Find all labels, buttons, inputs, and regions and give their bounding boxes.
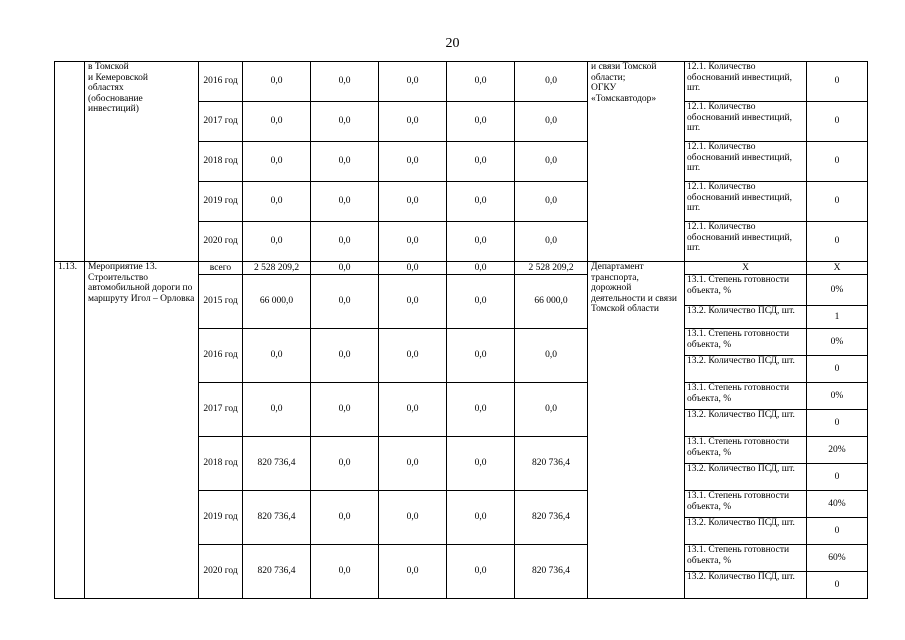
value-cell: 0,0 — [243, 182, 311, 222]
indicator-cell: 13.1. Степень готовности объекта, % — [685, 383, 807, 410]
indicator-cell: 12.1. Количество обоснований инвестиций, шт. — [685, 182, 807, 222]
target-value-cell: 0% — [807, 383, 868, 410]
measure-number: 1.13. — [55, 262, 85, 599]
indicator-cell: 12.1. Количество обоснований инвестиций, шт. — [685, 142, 807, 182]
value-cell: 820 736,4 — [243, 491, 311, 545]
value-cell: 0,0 — [515, 329, 588, 383]
indicator-cell: 12.1. Количество обоснований инвестиций, шт. — [685, 222, 807, 262]
value-cell: 0,0 — [243, 102, 311, 142]
value-cell: 0,0 — [379, 62, 447, 102]
value-cell: 0,0 — [447, 62, 515, 102]
indicator-cell: 12.1. Количество обоснований инвестиций, шт. — [685, 62, 807, 102]
table-row — [55, 262, 868, 275]
value-cell: 0,0 — [311, 182, 379, 222]
value-cell: 0,0 — [311, 491, 379, 545]
value-cell: 0,0 — [515, 102, 588, 142]
value-cell: 0,0 — [311, 437, 379, 491]
value-cell: 0,0 — [243, 62, 311, 102]
value-cell: 0,0 — [515, 383, 588, 437]
target-value-cell: 0 — [807, 222, 868, 262]
target-value-cell: 0% — [807, 275, 868, 306]
value-cell: 0,0 — [379, 275, 447, 329]
value-cell: 0,0 — [447, 545, 515, 599]
value-cell: 820 736,4 — [515, 491, 588, 545]
indicator-cell: Х — [685, 262, 807, 275]
target-value-cell: 0 — [807, 142, 868, 182]
value-cell: 0,0 — [515, 62, 588, 102]
value-cell: 0,0 — [515, 222, 588, 262]
year-cell: 2018 год — [199, 437, 243, 491]
value-cell: 0,0 — [515, 142, 588, 182]
indicator-cell: 13.2. Количество ПСД, шт. — [685, 410, 807, 437]
value-cell: 0,0 — [243, 222, 311, 262]
number-cell-empty — [55, 62, 85, 262]
value-cell: 2 528 209,2 — [243, 262, 311, 275]
value-cell: 820 736,4 — [243, 545, 311, 599]
value-cell: 0,0 — [379, 383, 447, 437]
year-cell: 2017 год — [199, 102, 243, 142]
page-number: 20 — [445, 36, 460, 51]
value-cell: 0,0 — [379, 329, 447, 383]
value-cell: 0,0 — [515, 182, 588, 222]
value-cell: 0,0 — [311, 222, 379, 262]
value-cell: 0,0 — [243, 142, 311, 182]
year-cell: 2018 год — [199, 142, 243, 182]
value-cell: 0,0 — [311, 262, 379, 275]
indicator-cell: 13.2. Количество ПСД, шт. — [685, 464, 807, 491]
target-value-cell: 0 — [807, 356, 868, 383]
indicator-cell: 13.2. Количество ПСД, шт. — [685, 572, 807, 599]
year-cell: 2020 год — [199, 222, 243, 262]
value-cell: 0,0 — [311, 102, 379, 142]
value-cell: 0,0 — [243, 383, 311, 437]
value-cell: 0,0 — [379, 142, 447, 182]
target-value-cell: 0 — [807, 182, 868, 222]
value-cell: 2 528 209,2 — [515, 262, 588, 275]
value-cell: 0,0 — [311, 383, 379, 437]
year-cell: 2017 год — [199, 383, 243, 437]
year-cell: 2015 год — [199, 275, 243, 329]
target-value-cell: 0 — [807, 572, 868, 599]
value-cell: 0,0 — [311, 545, 379, 599]
value-cell: 0,0 — [379, 182, 447, 222]
target-value-cell: 0 — [807, 62, 868, 102]
value-cell: 66 000,0 — [243, 275, 311, 329]
indicator-cell: 13.1. Степень готовности объекта, % — [685, 437, 807, 464]
value-cell: 0,0 — [447, 275, 515, 329]
total-label: всего — [199, 262, 243, 275]
value-cell: 66 000,0 — [515, 275, 588, 329]
value-cell: 0,0 — [379, 491, 447, 545]
value-cell: 0,0 — [447, 142, 515, 182]
target-value-cell: 0 — [807, 102, 868, 142]
value-cell: 0,0 — [311, 275, 379, 329]
target-value-cell: 0% — [807, 329, 868, 356]
target-value-cell: 1 — [807, 306, 868, 329]
value-cell: 0,0 — [447, 222, 515, 262]
year-cell: 2020 год — [199, 545, 243, 599]
value-cell: 0,0 — [379, 545, 447, 599]
value-cell: 0,0 — [447, 383, 515, 437]
value-cell: 0,0 — [243, 329, 311, 383]
responsible-cell: Департамент транспорта, дорожной деятельности и связи Томской области — [588, 262, 685, 599]
value-cell: 0,0 — [447, 182, 515, 222]
indicator-cell: 12.1. Количество обоснований инвестиций, шт. — [685, 102, 807, 142]
program-measures-table — [54, 61, 868, 599]
target-value-cell: 0 — [807, 410, 868, 437]
value-cell: 0,0 — [379, 102, 447, 142]
indicator-cell: 13.2. Количество ПСД, шт. — [685, 518, 807, 545]
table-row — [55, 62, 868, 102]
target-value-cell: 0 — [807, 518, 868, 545]
responsible-cont: и связи Томской области; ОГКУ «Томскавтодор» — [588, 62, 685, 262]
value-cell: 0,0 — [311, 142, 379, 182]
target-value-cell: 20% — [807, 437, 868, 464]
value-cell: 0,0 — [311, 62, 379, 102]
table-body — [55, 62, 868, 599]
value-cell: 0,0 — [311, 329, 379, 383]
indicator-cell: 13.1. Степень готовности объекта, % — [685, 545, 807, 572]
target-value-cell: Х — [807, 262, 868, 275]
year-cell: 2019 год — [199, 182, 243, 222]
value-cell: 0,0 — [379, 222, 447, 262]
measure-name-cont: в Томской и Кемеровской областях (обоснование инвестиций) — [85, 62, 199, 262]
value-cell: 0,0 — [447, 491, 515, 545]
value-cell: 0,0 — [447, 329, 515, 383]
value-cell: 0,0 — [447, 102, 515, 142]
year-cell: 2016 год — [199, 329, 243, 383]
target-value-cell: 40% — [807, 491, 868, 518]
indicator-cell: 13.2. Количество ПСД, шт. — [685, 306, 807, 329]
value-cell: 820 736,4 — [515, 437, 588, 491]
year-cell: 2016 год — [199, 62, 243, 102]
value-cell: 0,0 — [379, 437, 447, 491]
indicator-cell: 13.2. Количество ПСД, шт. — [685, 356, 807, 383]
value-cell: 0,0 — [379, 262, 447, 275]
target-value-cell: 60% — [807, 545, 868, 572]
value-cell: 0,0 — [447, 437, 515, 491]
indicator-cell: 13.1. Степень готовности объекта, % — [685, 491, 807, 518]
value-cell: 820 736,4 — [515, 545, 588, 599]
year-cell: 2019 год — [199, 491, 243, 545]
value-cell: 820 736,4 — [243, 437, 311, 491]
indicator-cell: 13.1. Степень готовности объекта, % — [685, 329, 807, 356]
target-value-cell: 0 — [807, 464, 868, 491]
value-cell: 0,0 — [447, 262, 515, 275]
indicator-cell: 13.1. Степень готовности объекта, % — [685, 275, 807, 306]
measure-name: Мероприятие 13. Строительство автомобильной дороги по маршруту Игол – Орловка — [85, 262, 199, 599]
